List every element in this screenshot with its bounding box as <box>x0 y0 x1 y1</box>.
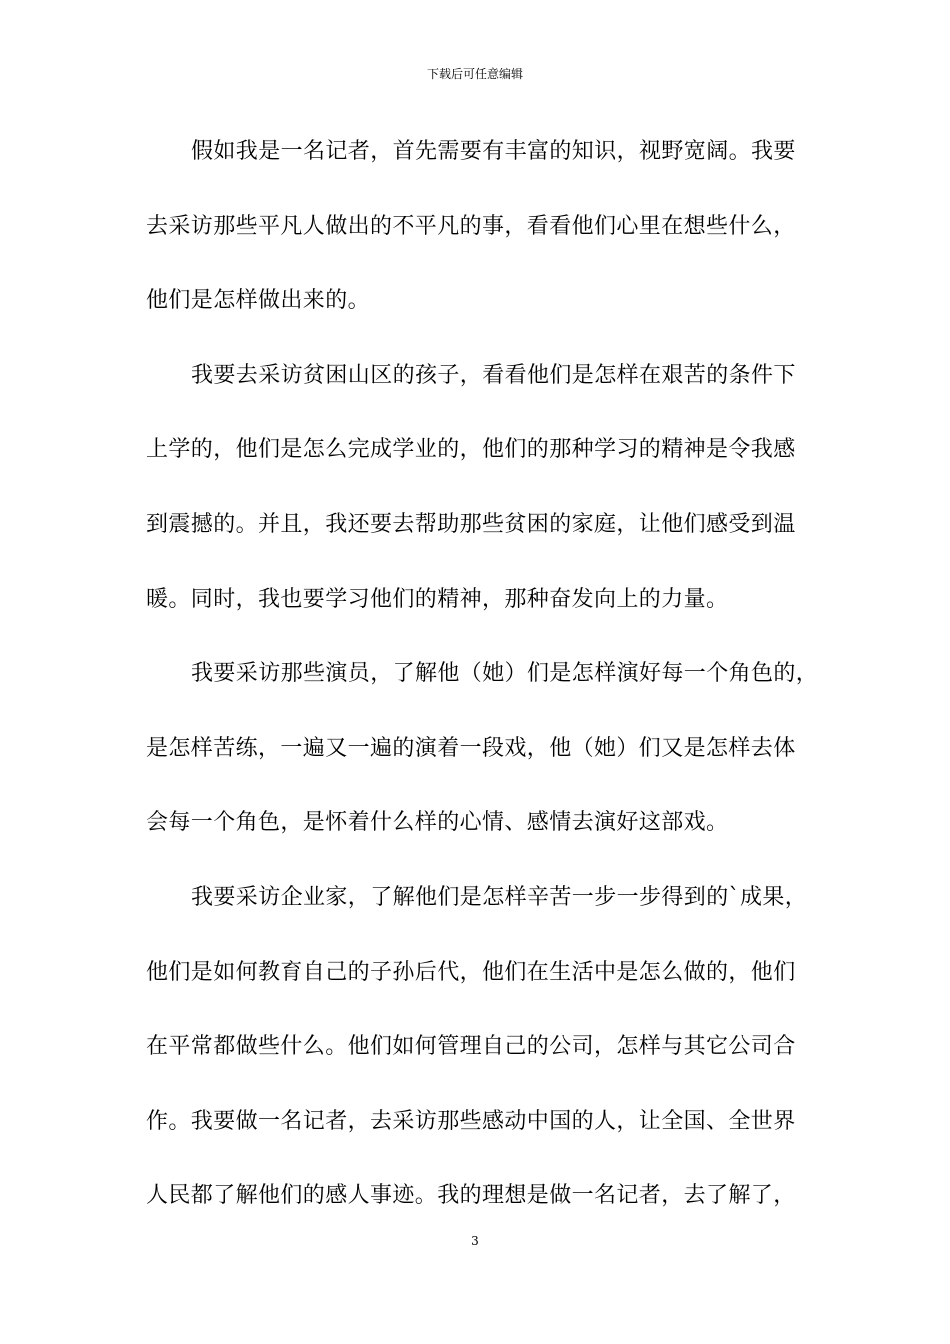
page-header: 下载后可任意编辑 <box>426 67 523 81</box>
text-line: 是怎样苦练，一遍又一遍的演着一段戏，他（她）们又是怎样去体 <box>146 735 796 761</box>
text-line: 暖。同时，我也要学习他们的精神，那种奋发向上的力量。 <box>146 586 729 612</box>
text-line: 会每一个角色，是怀着什么样的心情、感情去演好这部戏。 <box>146 810 729 836</box>
text-line: 人民都了解他们的感人事迹。我的理想是做一名记者，去了解了， <box>146 1183 796 1209</box>
text-line: 去采访那些平凡人做出的不平凡的事，看看他们心里在想些什么， <box>146 213 796 239</box>
text-line: 他们是怎样做出来的。 <box>146 288 371 314</box>
page-number: 3 <box>471 1234 479 1248</box>
text-line: 假如我是一名记者，首先需要有丰富的知识，视野宽阔。我要 <box>191 139 796 164</box>
text-line: 到震撼的。并且，我还要去帮助那些贫困的家庭，让他们感受到温 <box>146 511 796 537</box>
text-line: 他们是如何教育自己的子孙后代，他们在生活中是怎么做的，他们 <box>146 959 796 985</box>
document-body <box>146 128 819 1247</box>
text-line: 作。我要做一名记者，去采访那些感动中国的人，让全国、全世界 <box>146 1108 796 1134</box>
text-line: 上学的，他们是怎么完成学业的，他们的那种学习的精神是令我感 <box>146 437 796 463</box>
text-line: 我要去采访贫困山区的孩子，看看他们是怎样在艰苦的条件下 <box>191 362 796 388</box>
text-line: 我要采访企业家，了解他们是怎样辛苦一步一步得到的`成果， <box>191 884 808 910</box>
text-line: 我要采访那些演员，了解他（她）们是怎样演好每一个角色的， <box>191 661 819 687</box>
text-line: 在平常都做些什么。他们如何管理自己的公司，怎样与其它公司合 <box>146 1034 796 1060</box>
